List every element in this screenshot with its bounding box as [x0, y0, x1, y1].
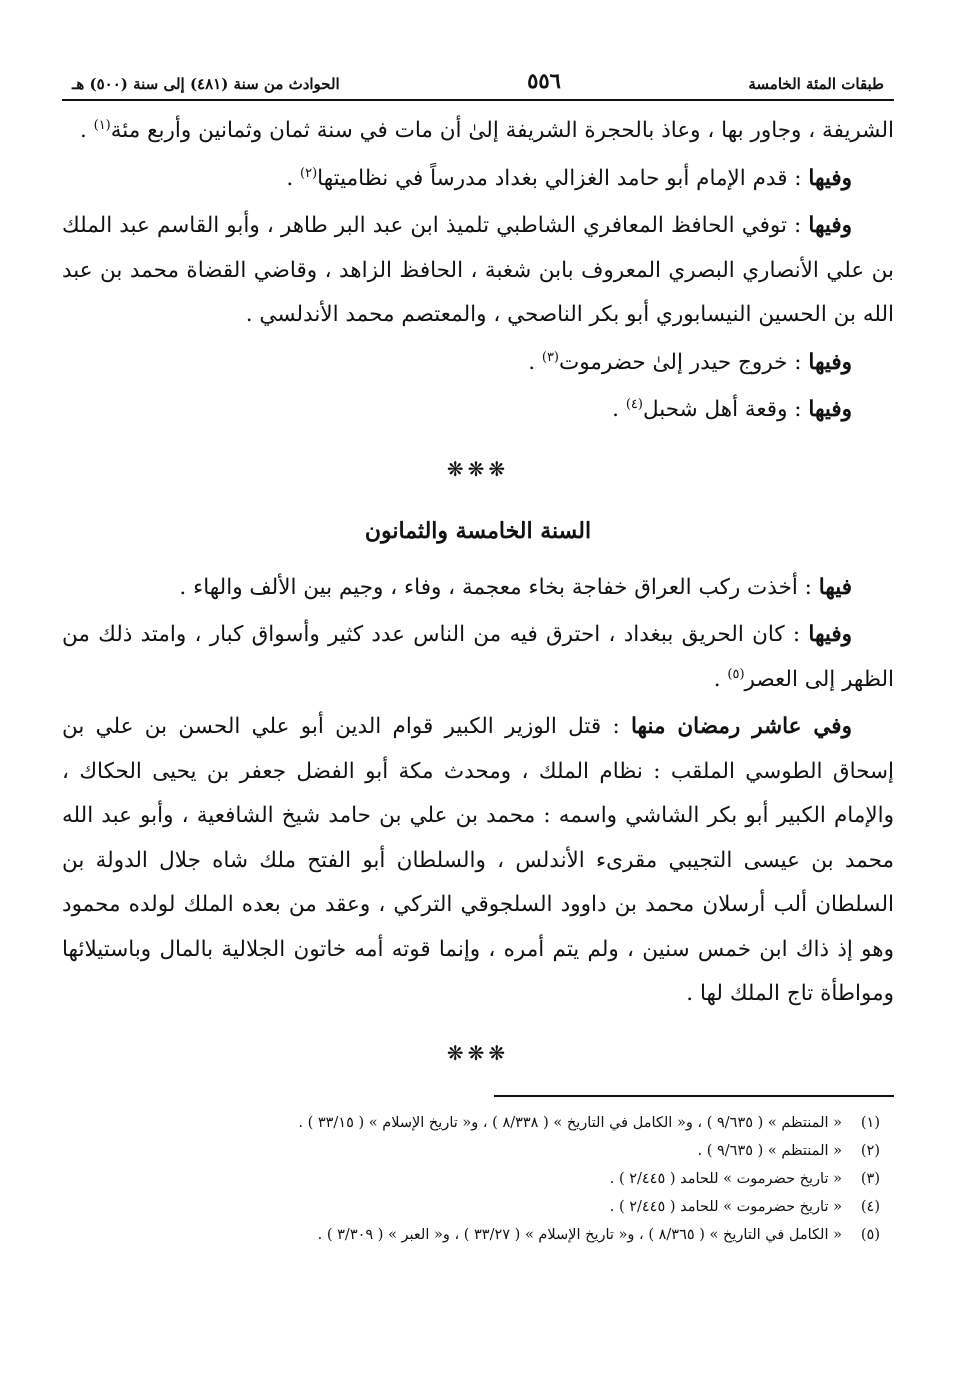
- paragraph: [62, 388, 894, 433]
- footnote-divider: [494, 1095, 894, 1097]
- paragraph: [62, 566, 894, 611]
- footnote-number: (٤): [860, 1199, 880, 1215]
- footnote: [62, 1221, 880, 1249]
- footnote-number: (٢): [860, 1143, 880, 1159]
- footnote-text: « تاريخ حضرموت » للحامد ( ٢/٤٤٥ ) .: [609, 1199, 842, 1215]
- paragraph: [62, 705, 894, 1017]
- footnote-text: « المنتظم » ( ٩/٦٣٥ ) ، و« الكامل في التاريخ » ( ٨/٣٣٨ ) ، و« تاريخ الإسلام » ( ٣٣/١٥ ) .: [298, 1115, 842, 1131]
- footnote: [62, 1165, 880, 1193]
- paragraph: [62, 109, 894, 154]
- footnote-text: « الكامل في التاريخ » ( ٨/٣٦٥ ) ، و« تاريخ الإسلام » ( ٣٣/٢٧ ) ، و« العبر » ( ٣/٣٠٩ ) .: [317, 1227, 842, 1243]
- footnote: [62, 1109, 880, 1137]
- footnote: [62, 1193, 880, 1221]
- running-header: [62, 68, 894, 101]
- paragraph-end: .: [245, 302, 260, 327]
- paragraph: [62, 157, 894, 202]
- paragraph-text: : قدم الإمام أبو حامد الغزالي بغداد مدرساً في نظاميتها: [317, 165, 809, 191]
- footnote-text: « تاريخ حضرموت » للحامد ( ٢/٤٤٥ ) .: [609, 1171, 842, 1187]
- paragraph-end: .: [79, 118, 94, 143]
- paragraph: [62, 613, 894, 702]
- section-separator: ❋❋❋: [446, 456, 510, 481]
- paragraph-text: : أخذت ركب العراق خفاجة بخاء معجمة ، وفاء ، وجيم بين الألف والهاء: [193, 574, 819, 600]
- paragraph-lead: وفيها: [808, 165, 852, 191]
- paragraph-lead: وفيها: [808, 349, 852, 375]
- section-title: السنة الخامسة والثمانون: [364, 518, 592, 544]
- paragraph-text: : كان الحريق ببغداد ، احترق فيه من الناس عدد كثير وأسواق كبار ، وامتد ذلك من الظهر إلى العصر: [62, 622, 894, 692]
- footnotes: [62, 1109, 894, 1249]
- paragraph-end: .: [528, 349, 542, 375]
- paragraph-lead: وفيها: [808, 213, 852, 238]
- footnote-number: (٣): [860, 1171, 880, 1187]
- paragraph-end: .: [179, 574, 194, 600]
- paragraph-text: : توفي الحافظ المعافري الشاطبي تلميذ ابن عبد البر طاهر ، وأبو القاسم عبد الملك بن علي الأنصاري البصري المعروف بابن شغبة ، الحافظ الزاهد ، وقاضي القضاة محمد بن عبد الله بن الحسين النيسابوري أبو بكر الناصحي ، والمعتصم محمد الأندلسي: [62, 213, 894, 327]
- section-separator: ❋❋❋: [446, 1040, 510, 1065]
- main-text: [62, 109, 894, 1075]
- footnote-ref[interactable]: (٢): [300, 165, 318, 181]
- header-chapter-range: الحوادث من سنة (٤٨١) إلى سنة (٥٠٠) هـ: [72, 75, 340, 93]
- paragraph-text: : وقعة أهل شحبل: [642, 397, 809, 422]
- paragraph-lead: وفيها: [808, 397, 852, 422]
- paragraph-end: .: [612, 397, 626, 422]
- header-book-title: طبقات المئة الخامسة: [748, 75, 884, 93]
- paragraph-end: .: [286, 165, 300, 191]
- footnote: [62, 1137, 880, 1165]
- paragraph: [62, 204, 894, 338]
- footnote-text: « المنتظم » ( ٩/٦٣٥ ) .: [697, 1143, 842, 1159]
- footnote-ref[interactable]: (٤): [625, 396, 643, 412]
- paragraph-text: : خروج حيدر إلىٰ حضرموت: [559, 349, 809, 375]
- footnote-ref[interactable]: (٣): [541, 349, 559, 365]
- footnote-number: (١): [860, 1115, 880, 1131]
- paragraph-lead: فيها: [818, 574, 852, 600]
- paragraph-end: .: [713, 666, 728, 692]
- paragraph-text: الشريفة ، وجاور بها ، وعاذ بالحجرة الشريفة إلىٰ أن مات في سنة ثمان وثمانين وأربع مئة: [110, 118, 894, 143]
- paragraph-lead: وفي عاشر رمضان منها: [631, 714, 852, 739]
- paragraph-lead: وفيها: [808, 622, 852, 647]
- footnote-ref[interactable]: (٥): [727, 666, 745, 682]
- footnote-number: (٥): [860, 1227, 880, 1243]
- footnote-ref[interactable]: (١): [93, 117, 111, 133]
- paragraph: [62, 341, 894, 386]
- page-number: ٥٥٦: [527, 68, 561, 93]
- paragraph-end: .: [686, 981, 700, 1006]
- paragraph-text: : قتل الوزير الكبير قوام الدين أبو علي الحسن بن علي بن إسحاق الطوسي الملقب : نظام الملك ، ومحدث مكة أبو الفضل جعفر بن يحيى الحكاك ، والإمام الكبير أبو بكر الشاشي واسمه : محمد بن علي بن حامد شيخ الشافعية ، وأبو عبد الله محمد بن عيسى التجيبي مقرىء الأندلس ، والسلطان أبو الفتح ملك شاه جلال الدولة بن السلطان ألب أرسلان محمد بن داوود السلجوقي التركي ، وعقد من بعده الملك لولده محمود وهو إذ ذاك ابن خمس سنين ، ولم يتم أمره ، وإنما قوته أمه خاتون الجلالية بالمال وباستيلائها ومواطأة تاج الملك لها: [62, 714, 894, 1006]
